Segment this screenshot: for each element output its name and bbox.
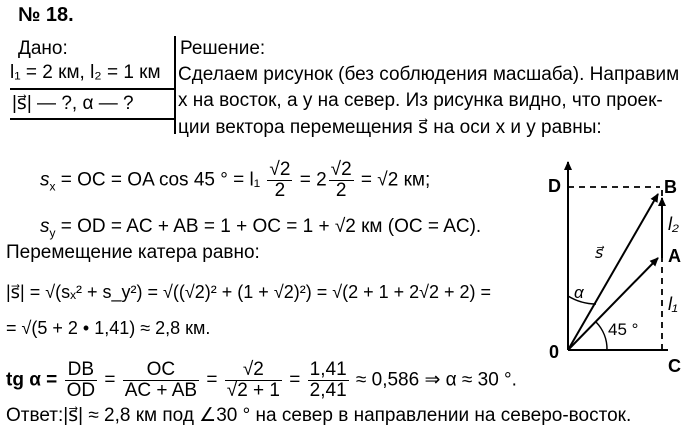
sy-rest: = OD = AC + AB = 1 + OC = 1 + √2 км (OC = AC). <box>55 216 482 237</box>
angle-45-arc <box>596 322 607 350</box>
tg-fraction-2: $\frac{OC}{AC + AB}$ <box>124 359 198 401</box>
tg-eq-1: = <box>104 369 116 391</box>
label-a: A <box>668 246 681 266</box>
given-line-2: |s⃗| — ?, α — ? <box>12 93 134 114</box>
given-heading: Дано: <box>18 38 68 59</box>
tg-fraction-4: $\frac{1,41}{2,41}$ <box>309 359 347 401</box>
given-line-1: l₁ = 2 км, l₂ = 1 км <box>10 62 161 83</box>
tg-label: tg α = <box>6 369 58 391</box>
solution-intro-2: x на восток, а y на север. Из рисунка видно, что проек- <box>178 90 663 111</box>
sx-middle: = OC = OA cos 45 ° = l₁ <box>55 169 261 191</box>
tg-fraction-3: $\frac{√2}{√2 + 1}$ <box>226 359 280 401</box>
sy-symbol: s <box>40 216 50 237</box>
solution-heading: Решение: <box>180 38 266 59</box>
label-o: 0 <box>549 342 560 362</box>
sx-tail: = √2 км; <box>355 169 431 191</box>
sx-fraction-1: $\frac{√2}{2}$ <box>269 159 291 201</box>
label-l1: l₁ <box>668 294 678 314</box>
label-angle-45: 45 ° <box>608 320 639 339</box>
answer-line: Ответ:|s⃗| ≈ 2,8 км под ∠30 ° на север в направлении на северо-восток. <box>6 405 632 426</box>
magnitude-line-2: = √(5 + 2 • 1,41) ≈ 2,8 км. <box>6 318 211 338</box>
label-alpha: α <box>574 283 584 302</box>
tg-eq-3: = <box>289 369 301 391</box>
sx-symbol: s <box>40 169 50 191</box>
label-b: B <box>664 177 677 197</box>
magnitude-line-1: |s⃗| = √(sₓ² + s_y²) = √((√2)² + (1 + √2)²) = √(2 + 1 + 2√2 + 2) = <box>6 282 492 302</box>
label-c: C <box>668 356 681 376</box>
sx-subscript: x <box>49 179 56 194</box>
solution-intro-1: Сделаем рисунок (без соблюдения масшаба). Направим <box>178 64 680 85</box>
tg-fraction-1: $\frac{DB}{OD}$ <box>66 359 96 401</box>
displacement-heading: Перемещение катера равно: <box>6 242 260 263</box>
label-l2: l₂ <box>668 214 679 234</box>
label-s-vector: s⃗ <box>595 245 604 262</box>
sy-subscript: y <box>49 225 56 240</box>
problem-number: № 18. <box>18 4 74 26</box>
sx-equals: = 2 <box>294 169 327 191</box>
sx-fraction-2: $\frac{√2}{2}$ <box>330 159 352 201</box>
solution-intro-3: ции вектора перемещения s⃗ на оси x и y равны: <box>178 117 602 138</box>
tg-eq-2: = <box>206 369 218 391</box>
label-d: D <box>548 176 561 196</box>
tg-tail: ≈ 0,586 ⇒ α ≈ 30 °. <box>355 369 517 391</box>
